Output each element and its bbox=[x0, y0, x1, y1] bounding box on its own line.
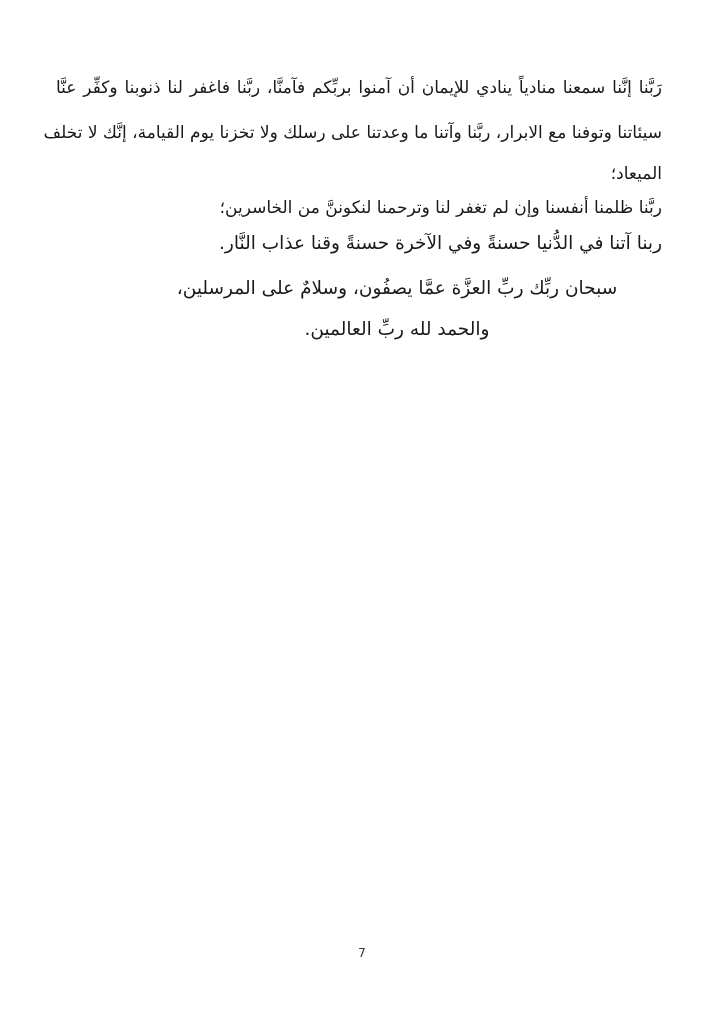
page-number: 7 bbox=[358, 946, 366, 960]
supplication-line-5: ربنا آتنا في الدُّنيا حسنةً وفي الآخرة حسنةً وقنا عذاب النَّار. bbox=[219, 233, 662, 254]
closing-line-2: والحمد لله ربِّ العالمين. bbox=[304, 319, 490, 340]
supplication-line-2: سيئاتنا وتوفنا مع الابرار، ربَّنا وآتنا ما وعدتنا على رسلك ولا تخزنا يوم القيامة، إنَّك لا تخلف bbox=[43, 123, 662, 143]
supplication-line-4: ربَّنا ظلمنا أنفسنا وإن لم تغفر لنا وترحمنا لنكوننَّ من الخاسرين؛ bbox=[219, 198, 662, 218]
closing-line-1: سبحان ربِّك ربِّ العزَّة عمَّا يصفُون، وسلامٌ على المرسلين، bbox=[176, 278, 618, 299]
supplication-line-1: رَبَّنا إنَّنا سمعنا منادياً ينادي للإيمان أن آمنوا بربِّكم فآمنَّا، ربَّنا فاغفر لنا ذنوبنا وكفِّر عنَّا bbox=[56, 78, 662, 98]
supplication-line-3: الميعاد؛ bbox=[610, 164, 662, 184]
